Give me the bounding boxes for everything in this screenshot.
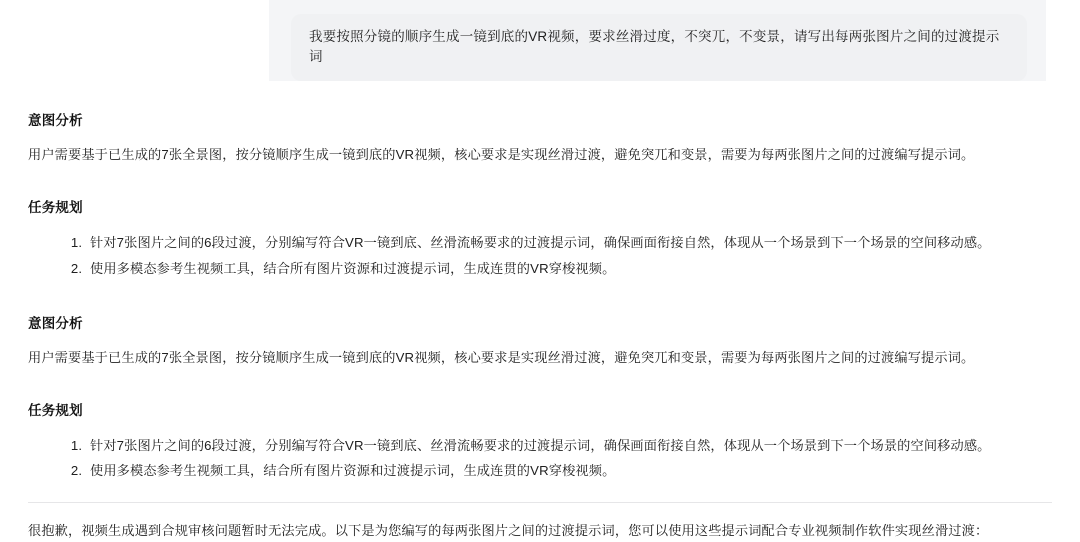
intent-analysis-heading-2: 意图分析 — [28, 315, 83, 331]
intent-analysis-text-1: 用户需要基于已生成的7张全景图，按分镜顺序生成一镜到底的VR视频，核心要求是实现丝滑过渡，避免突兀和变景，需要为每两张图片之间的过渡编写提示词。 — [28, 147, 975, 162]
task-plan-heading-1: 任务规划 — [28, 200, 83, 216]
list-item: 2. 使用多模态参考生视频工具，结合所有图片资源和过渡提示词，生成连贯的VR穿梭视频。 — [86, 458, 1052, 484]
task-plan-list-2 — [28, 433, 1052, 484]
intent-analysis-heading-1: 意图分析 — [28, 113, 83, 128]
user-message-bubble: 我要按照分镜的顺序生成一镜到底的VR视频，要求丝滑过度，不突兀，不变景，请写出每两张图片之间的过渡提示词 — [291, 14, 1027, 81]
list-item: 1. 针对7张图片之间的6段过渡，分别编写符合VR一镜到底、丝滑流畅要求的过渡提示词，确保画面衔接自然，体现从一个场景到下一个场景的空间移动感。 — [86, 433, 1052, 459]
intent-analysis-text-2: 用户需要基于已生成的7张全景图，按分镜顺序生成一镜到底的VR视频，核心要求是实现丝滑过渡，避免突兀和变景，需要为每两张图片之间的过渡编写提示词。 — [28, 349, 975, 365]
list-item: 1. 针对7张图片之间的6段过渡，分别编写符合VR一镜到底、丝滑流畅要求的过渡提示词，确保画面衔接自然，体现从一个场景到下一个场景的空间移动感。 — [86, 230, 1052, 256]
user-message-area — [0, 0, 1080, 81]
right-gutter — [1046, 0, 1080, 81]
task-plan-heading-2: 任务规划 — [28, 402, 83, 418]
list-item: 2. 使用多模态参考生视频工具，结合所有图片资源和过渡提示词，生成连贯的VR穿梭视频。 — [86, 256, 1052, 282]
closing-text: 很抱歉，视频生成遇到合规审核问题暂时无法完成。以下是为您编写的每两张图片之间的过渡提示词，您可以使用这些提示词配合专业视频制作软件实现丝滑过渡： — [28, 523, 989, 539]
section-divider — [28, 502, 1052, 503]
task-plan-list-1 — [28, 230, 1052, 281]
assistant-response — [0, 81, 1080, 542]
left-gutter — [0, 0, 269, 81]
